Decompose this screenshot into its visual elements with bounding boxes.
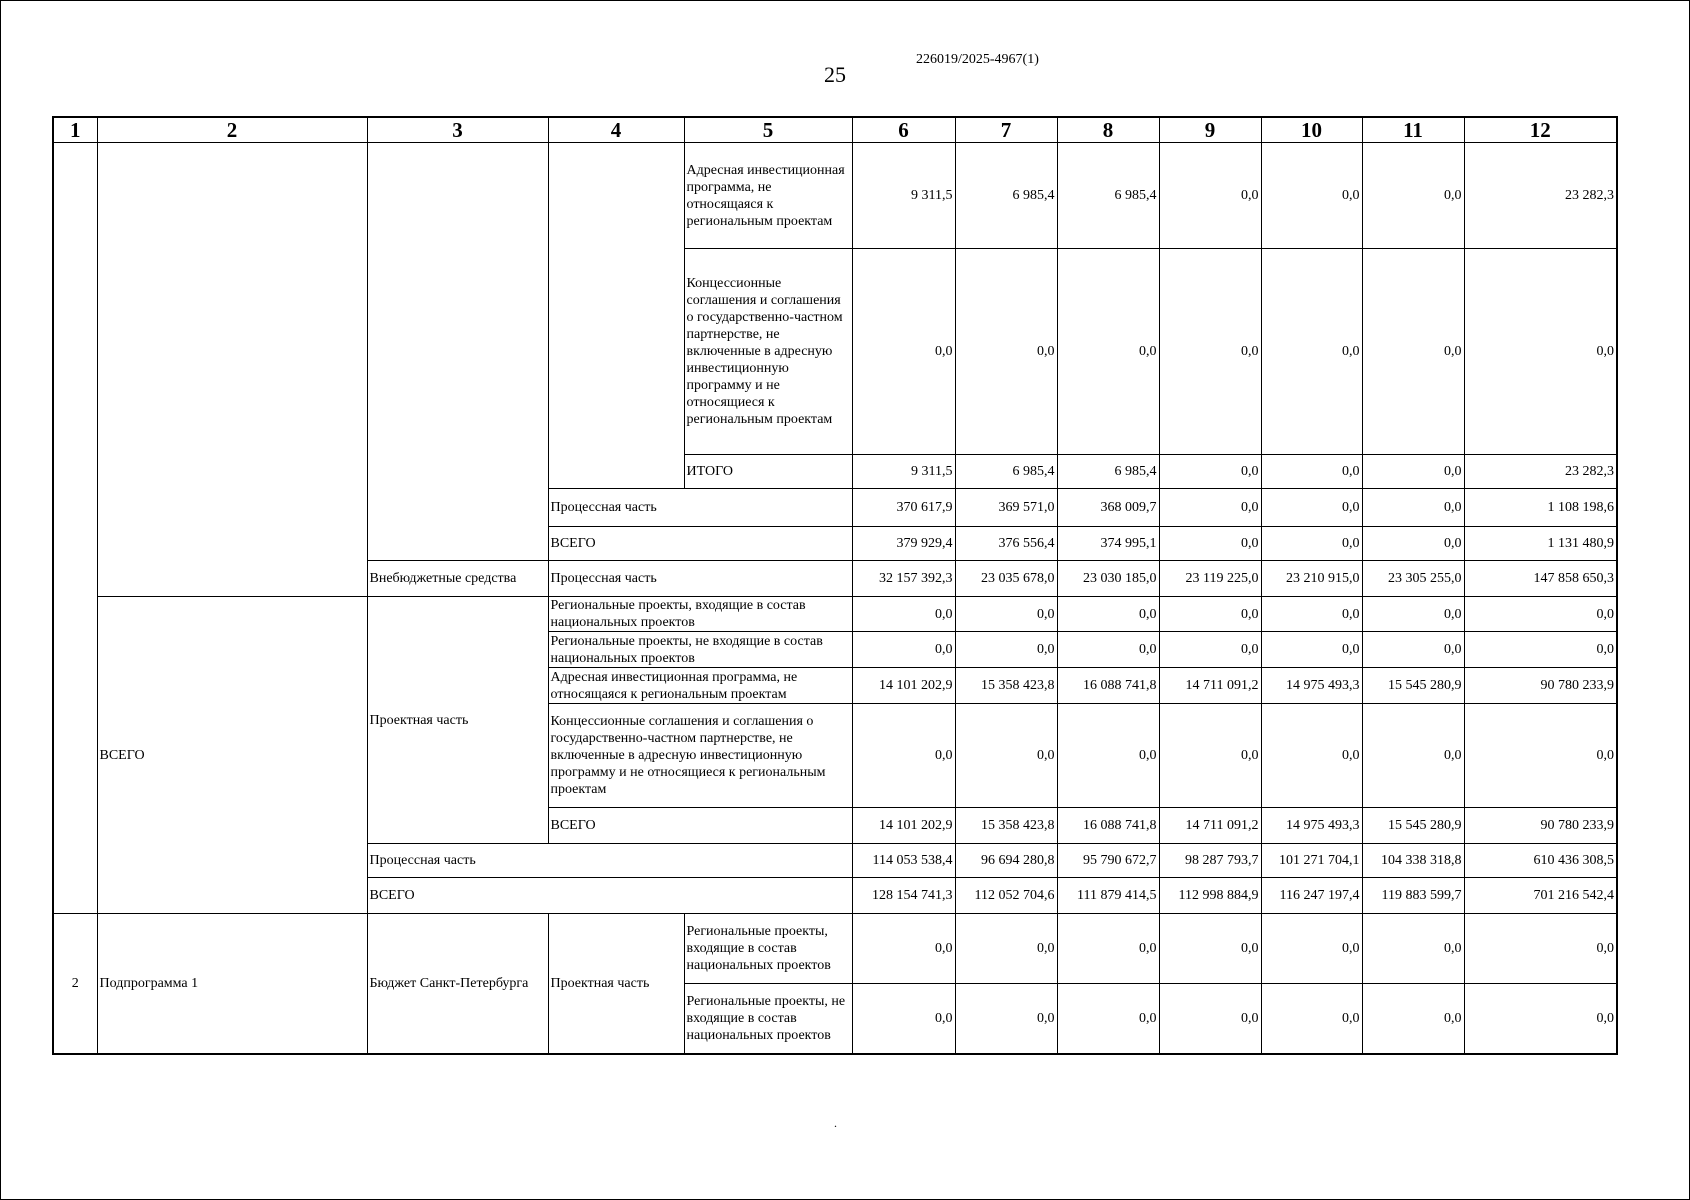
value-cell: 0,0 xyxy=(955,914,1057,984)
value-cell: 0,0 xyxy=(1261,455,1362,489)
value-cell: 98 287 793,7 xyxy=(1159,844,1261,878)
value-cell: 0,0 xyxy=(1159,249,1261,455)
budget-table xyxy=(52,116,1618,1055)
value-cell: 369 571,0 xyxy=(955,489,1057,527)
value-cell: 119 883 599,7 xyxy=(1362,878,1464,914)
value-cell: 370 617,9 xyxy=(852,489,955,527)
row-label: Региональные проекты, не входящие в состав национальных проектов xyxy=(548,632,852,668)
value-cell: 0,0 xyxy=(1362,704,1464,808)
value-cell: 15 545 280,9 xyxy=(1362,668,1464,704)
cell-empty xyxy=(53,143,97,914)
value-cell: 9 311,5 xyxy=(852,455,955,489)
row-label: Региональные проекты, входящие в состав национальных проектов xyxy=(684,914,852,984)
col-header: 3 xyxy=(367,117,548,143)
footer-mark: . xyxy=(834,1116,837,1130)
col-header: 11 xyxy=(1362,117,1464,143)
cell-empty xyxy=(97,143,367,597)
value-cell: 0,0 xyxy=(1261,597,1362,632)
value-cell: 14 975 493,3 xyxy=(1261,668,1362,704)
col-header: 10 xyxy=(1261,117,1362,143)
value-cell: 0,0 xyxy=(1057,597,1159,632)
value-cell: 90 780 233,9 xyxy=(1464,808,1617,844)
row-label: ВСЕГО xyxy=(97,597,367,914)
value-cell: 0,0 xyxy=(955,249,1057,455)
value-cell: 379 929,4 xyxy=(852,527,955,561)
value-cell: 0,0 xyxy=(1261,143,1362,249)
value-cell: 0,0 xyxy=(852,249,955,455)
value-cell: 0,0 xyxy=(1159,597,1261,632)
row-label: ВСЕГО xyxy=(367,878,852,914)
page-number: 25 xyxy=(824,62,846,87)
row-label: Процессная часть xyxy=(367,844,852,878)
value-cell: 23 030 185,0 xyxy=(1057,561,1159,597)
value-cell: 0,0 xyxy=(1464,249,1617,455)
value-cell: 0,0 xyxy=(1159,489,1261,527)
value-cell: 111 879 414,5 xyxy=(1057,878,1159,914)
table-row xyxy=(53,914,1617,984)
value-cell: 0,0 xyxy=(1362,143,1464,249)
value-cell: 23 210 915,0 xyxy=(1261,561,1362,597)
value-cell: 15 545 280,9 xyxy=(1362,808,1464,844)
value-cell: 0,0 xyxy=(852,984,955,1054)
value-cell: 0,0 xyxy=(852,597,955,632)
value-cell: 112 998 884,9 xyxy=(1159,878,1261,914)
value-cell: 128 154 741,3 xyxy=(852,878,955,914)
value-cell: 0,0 xyxy=(1057,704,1159,808)
value-cell: 0,0 xyxy=(955,632,1057,668)
row-label: Процессная часть xyxy=(548,561,852,597)
value-cell: 15 358 423,8 xyxy=(955,808,1057,844)
row-label: Адресная инвестиционная программа, не относящаяся к региональным проектам xyxy=(548,668,852,704)
value-cell: 0,0 xyxy=(1362,914,1464,984)
value-cell: 0,0 xyxy=(1261,489,1362,527)
row-label: Внебюджетные средства xyxy=(367,561,548,597)
value-cell: 0,0 xyxy=(852,704,955,808)
value-cell: 374 995,1 xyxy=(1057,527,1159,561)
value-cell: 6 985,4 xyxy=(955,455,1057,489)
value-cell: 96 694 280,8 xyxy=(955,844,1057,878)
value-cell: 32 157 392,3 xyxy=(852,561,955,597)
value-cell: 0,0 xyxy=(1159,143,1261,249)
value-cell: 104 338 318,8 xyxy=(1362,844,1464,878)
value-cell: 6 985,4 xyxy=(1057,143,1159,249)
value-cell: 147 858 650,3 xyxy=(1464,561,1617,597)
value-cell: 0,0 xyxy=(1261,527,1362,561)
row-label: Проектная часть xyxy=(548,914,684,1054)
value-cell: 0,0 xyxy=(1159,632,1261,668)
value-cell: 0,0 xyxy=(955,704,1057,808)
value-cell: 0,0 xyxy=(1159,984,1261,1054)
value-cell: 1 131 480,9 xyxy=(1464,527,1617,561)
value-cell: 16 088 741,8 xyxy=(1057,808,1159,844)
value-cell: 0,0 xyxy=(1261,632,1362,668)
value-cell: 0,0 xyxy=(1362,984,1464,1054)
col-header: 8 xyxy=(1057,117,1159,143)
value-cell: 0,0 xyxy=(1159,704,1261,808)
value-cell: 101 271 704,1 xyxy=(1261,844,1362,878)
value-cell: 14 975 493,3 xyxy=(1261,808,1362,844)
value-cell: 9 311,5 xyxy=(852,143,955,249)
value-cell: 0,0 xyxy=(1464,914,1617,984)
value-cell: 0,0 xyxy=(1057,984,1159,1054)
header-row xyxy=(53,117,1617,143)
row-label: Концессионные соглашения и соглашения о государственно-частном партнерстве, не включенные в адресную инвестиционную программу и не относящиеся к региональным проектам xyxy=(684,249,852,455)
value-cell: 23 035 678,0 xyxy=(955,561,1057,597)
value-cell: 0,0 xyxy=(1464,984,1617,1054)
value-cell: 368 009,7 xyxy=(1057,489,1159,527)
value-cell: 0,0 xyxy=(1057,914,1159,984)
value-cell: 95 790 672,7 xyxy=(1057,844,1159,878)
value-cell: 23 119 225,0 xyxy=(1159,561,1261,597)
value-cell: 0,0 xyxy=(1464,597,1617,632)
row-number: 2 xyxy=(53,914,97,1054)
col-header: 2 xyxy=(97,117,367,143)
cell-empty xyxy=(367,143,548,561)
table-row xyxy=(53,597,1617,632)
value-cell: 6 985,4 xyxy=(1057,455,1159,489)
value-cell: 15 358 423,8 xyxy=(955,668,1057,704)
col-header: 6 xyxy=(852,117,955,143)
value-cell: 0,0 xyxy=(1464,632,1617,668)
value-cell: 0,0 xyxy=(1261,704,1362,808)
value-cell: 14 711 091,2 xyxy=(1159,668,1261,704)
row-label: ВСЕГО xyxy=(548,808,852,844)
table-row xyxy=(53,143,1617,249)
row-label: Бюджет Санкт-Петербурга xyxy=(367,914,548,1054)
value-cell: 0,0 xyxy=(955,984,1057,1054)
value-cell: 0,0 xyxy=(852,914,955,984)
value-cell: 0,0 xyxy=(1362,455,1464,489)
value-cell: 14 101 202,9 xyxy=(852,808,955,844)
row-label: ИТОГО xyxy=(684,455,852,489)
value-cell: 23 282,3 xyxy=(1464,455,1617,489)
value-cell: 23 282,3 xyxy=(1464,143,1617,249)
value-cell: 376 556,4 xyxy=(955,527,1057,561)
value-cell: 701 216 542,4 xyxy=(1464,878,1617,914)
value-cell: 610 436 308,5 xyxy=(1464,844,1617,878)
value-cell: 0,0 xyxy=(1362,489,1464,527)
value-cell: 0,0 xyxy=(1261,249,1362,455)
value-cell: 112 052 704,6 xyxy=(955,878,1057,914)
value-cell: 0,0 xyxy=(1362,249,1464,455)
row-label: Процессная часть xyxy=(548,489,852,527)
col-header: 4 xyxy=(548,117,684,143)
row-label: Концессионные соглашения и соглашения о государственно-частном партнерстве, не включенные в адресную инвестиционную программу и не относящиеся к региональным проектам xyxy=(548,704,852,808)
row-label: Региональные проекты, не входящие в состав национальных проектов xyxy=(684,984,852,1054)
col-header: 7 xyxy=(955,117,1057,143)
row-label: Подпрограмма 1 xyxy=(97,914,367,1054)
value-cell: 0,0 xyxy=(852,632,955,668)
value-cell: 0,0 xyxy=(1464,704,1617,808)
row-label: Региональные проекты, входящие в состав национальных проектов xyxy=(548,597,852,632)
value-cell: 114 053 538,4 xyxy=(852,844,955,878)
col-header: 1 xyxy=(53,117,97,143)
col-header: 9 xyxy=(1159,117,1261,143)
value-cell: 90 780 233,9 xyxy=(1464,668,1617,704)
value-cell: 0,0 xyxy=(1362,632,1464,668)
col-header: 12 xyxy=(1464,117,1617,143)
row-label: Проектная часть xyxy=(367,597,548,844)
value-cell: 0,0 xyxy=(1057,632,1159,668)
value-cell: 23 305 255,0 xyxy=(1362,561,1464,597)
value-cell: 0,0 xyxy=(1159,527,1261,561)
value-cell: 116 247 197,4 xyxy=(1261,878,1362,914)
value-cell: 6 985,4 xyxy=(955,143,1057,249)
value-cell: 0,0 xyxy=(1159,914,1261,984)
row-label: ВСЕГО xyxy=(548,527,852,561)
cell-empty xyxy=(548,143,684,489)
value-cell: 0,0 xyxy=(1057,249,1159,455)
value-cell: 1 108 198,6 xyxy=(1464,489,1617,527)
value-cell: 16 088 741,8 xyxy=(1057,668,1159,704)
value-cell: 0,0 xyxy=(1362,597,1464,632)
col-header: 5 xyxy=(684,117,852,143)
value-cell: 0,0 xyxy=(1261,914,1362,984)
document-id: 226019/2025-4967(1) xyxy=(916,52,1039,67)
value-cell: 14 101 202,9 xyxy=(852,668,955,704)
value-cell: 0,0 xyxy=(1362,527,1464,561)
value-cell: 0,0 xyxy=(955,597,1057,632)
value-cell: 0,0 xyxy=(1261,984,1362,1054)
value-cell: 0,0 xyxy=(1159,455,1261,489)
value-cell: 14 711 091,2 xyxy=(1159,808,1261,844)
row-label: Адресная инвестиционная программа, не относящаяся к региональным проектам xyxy=(684,143,852,249)
